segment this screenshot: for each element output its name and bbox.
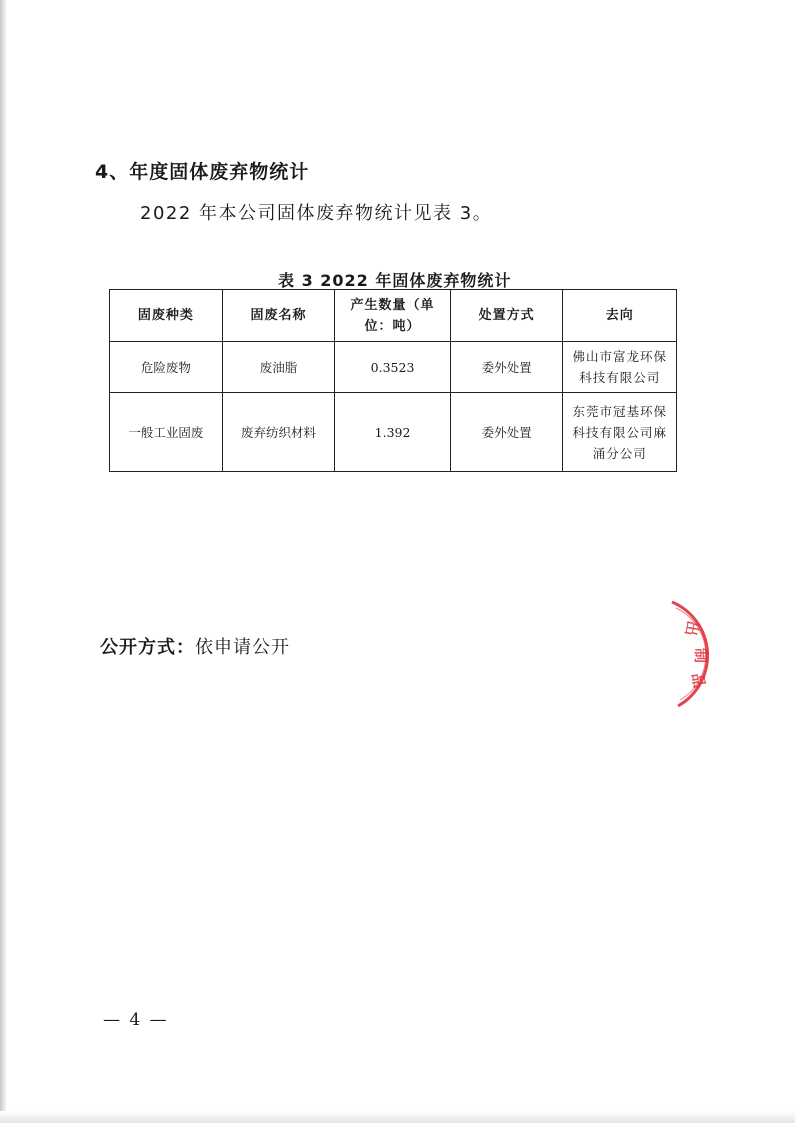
header-destination: 去向 (563, 290, 677, 342)
svg-text:出: 出 (681, 619, 702, 638)
header-waste-type: 固废种类 (110, 290, 223, 342)
disclosure-label: 公开方式： (100, 637, 195, 658)
cell-waste-name: 废弃纺织材料 (222, 393, 335, 472)
disclosure-value: 依申请公开 (195, 637, 290, 658)
svg-text:制: 制 (692, 648, 710, 664)
page-shadow-bottom (0, 1111, 795, 1123)
table-caption: 表 3 2022 年固体废弃物统计 (278, 271, 512, 290)
cell-disposal-method: 委外处置 (450, 342, 563, 393)
cell-waste-type: 一般工业固废 (110, 393, 223, 472)
cell-waste-name: 废油脂 (222, 342, 335, 393)
page-shadow-left (0, 0, 6, 1123)
header-waste-name: 固废名称 (222, 290, 335, 342)
disclosure-line (100, 633, 290, 659)
cell-destination: 佛山市富龙环保科技有限公司 (563, 342, 677, 393)
header-disposal-method: 处置方式 (450, 290, 563, 342)
header-quantity: 产生数量（单位：吨） (335, 290, 450, 342)
table-row (110, 393, 677, 472)
cell-quantity: 0.3523 (335, 342, 450, 393)
table-header-row (110, 290, 677, 342)
cell-quantity: 1.392 (335, 393, 450, 472)
cell-disposal-method: 委外处置 (450, 393, 563, 472)
waste-statistics-table (109, 289, 677, 472)
page-number: — 4 — (103, 1010, 169, 1030)
company-seal-stamp (640, 588, 730, 718)
svg-text:品: 品 (688, 671, 709, 690)
table-row (110, 342, 677, 393)
section-heading: 4、年度固体废弃物统计 (95, 161, 310, 183)
cell-destination: 东莞市冠基环保科技有限公司麻涌分公司 (563, 393, 677, 472)
cell-waste-type: 危险废物 (110, 342, 223, 393)
intro-text: 2022 年本公司固体废弃物统计见表 3。 (140, 203, 493, 224)
